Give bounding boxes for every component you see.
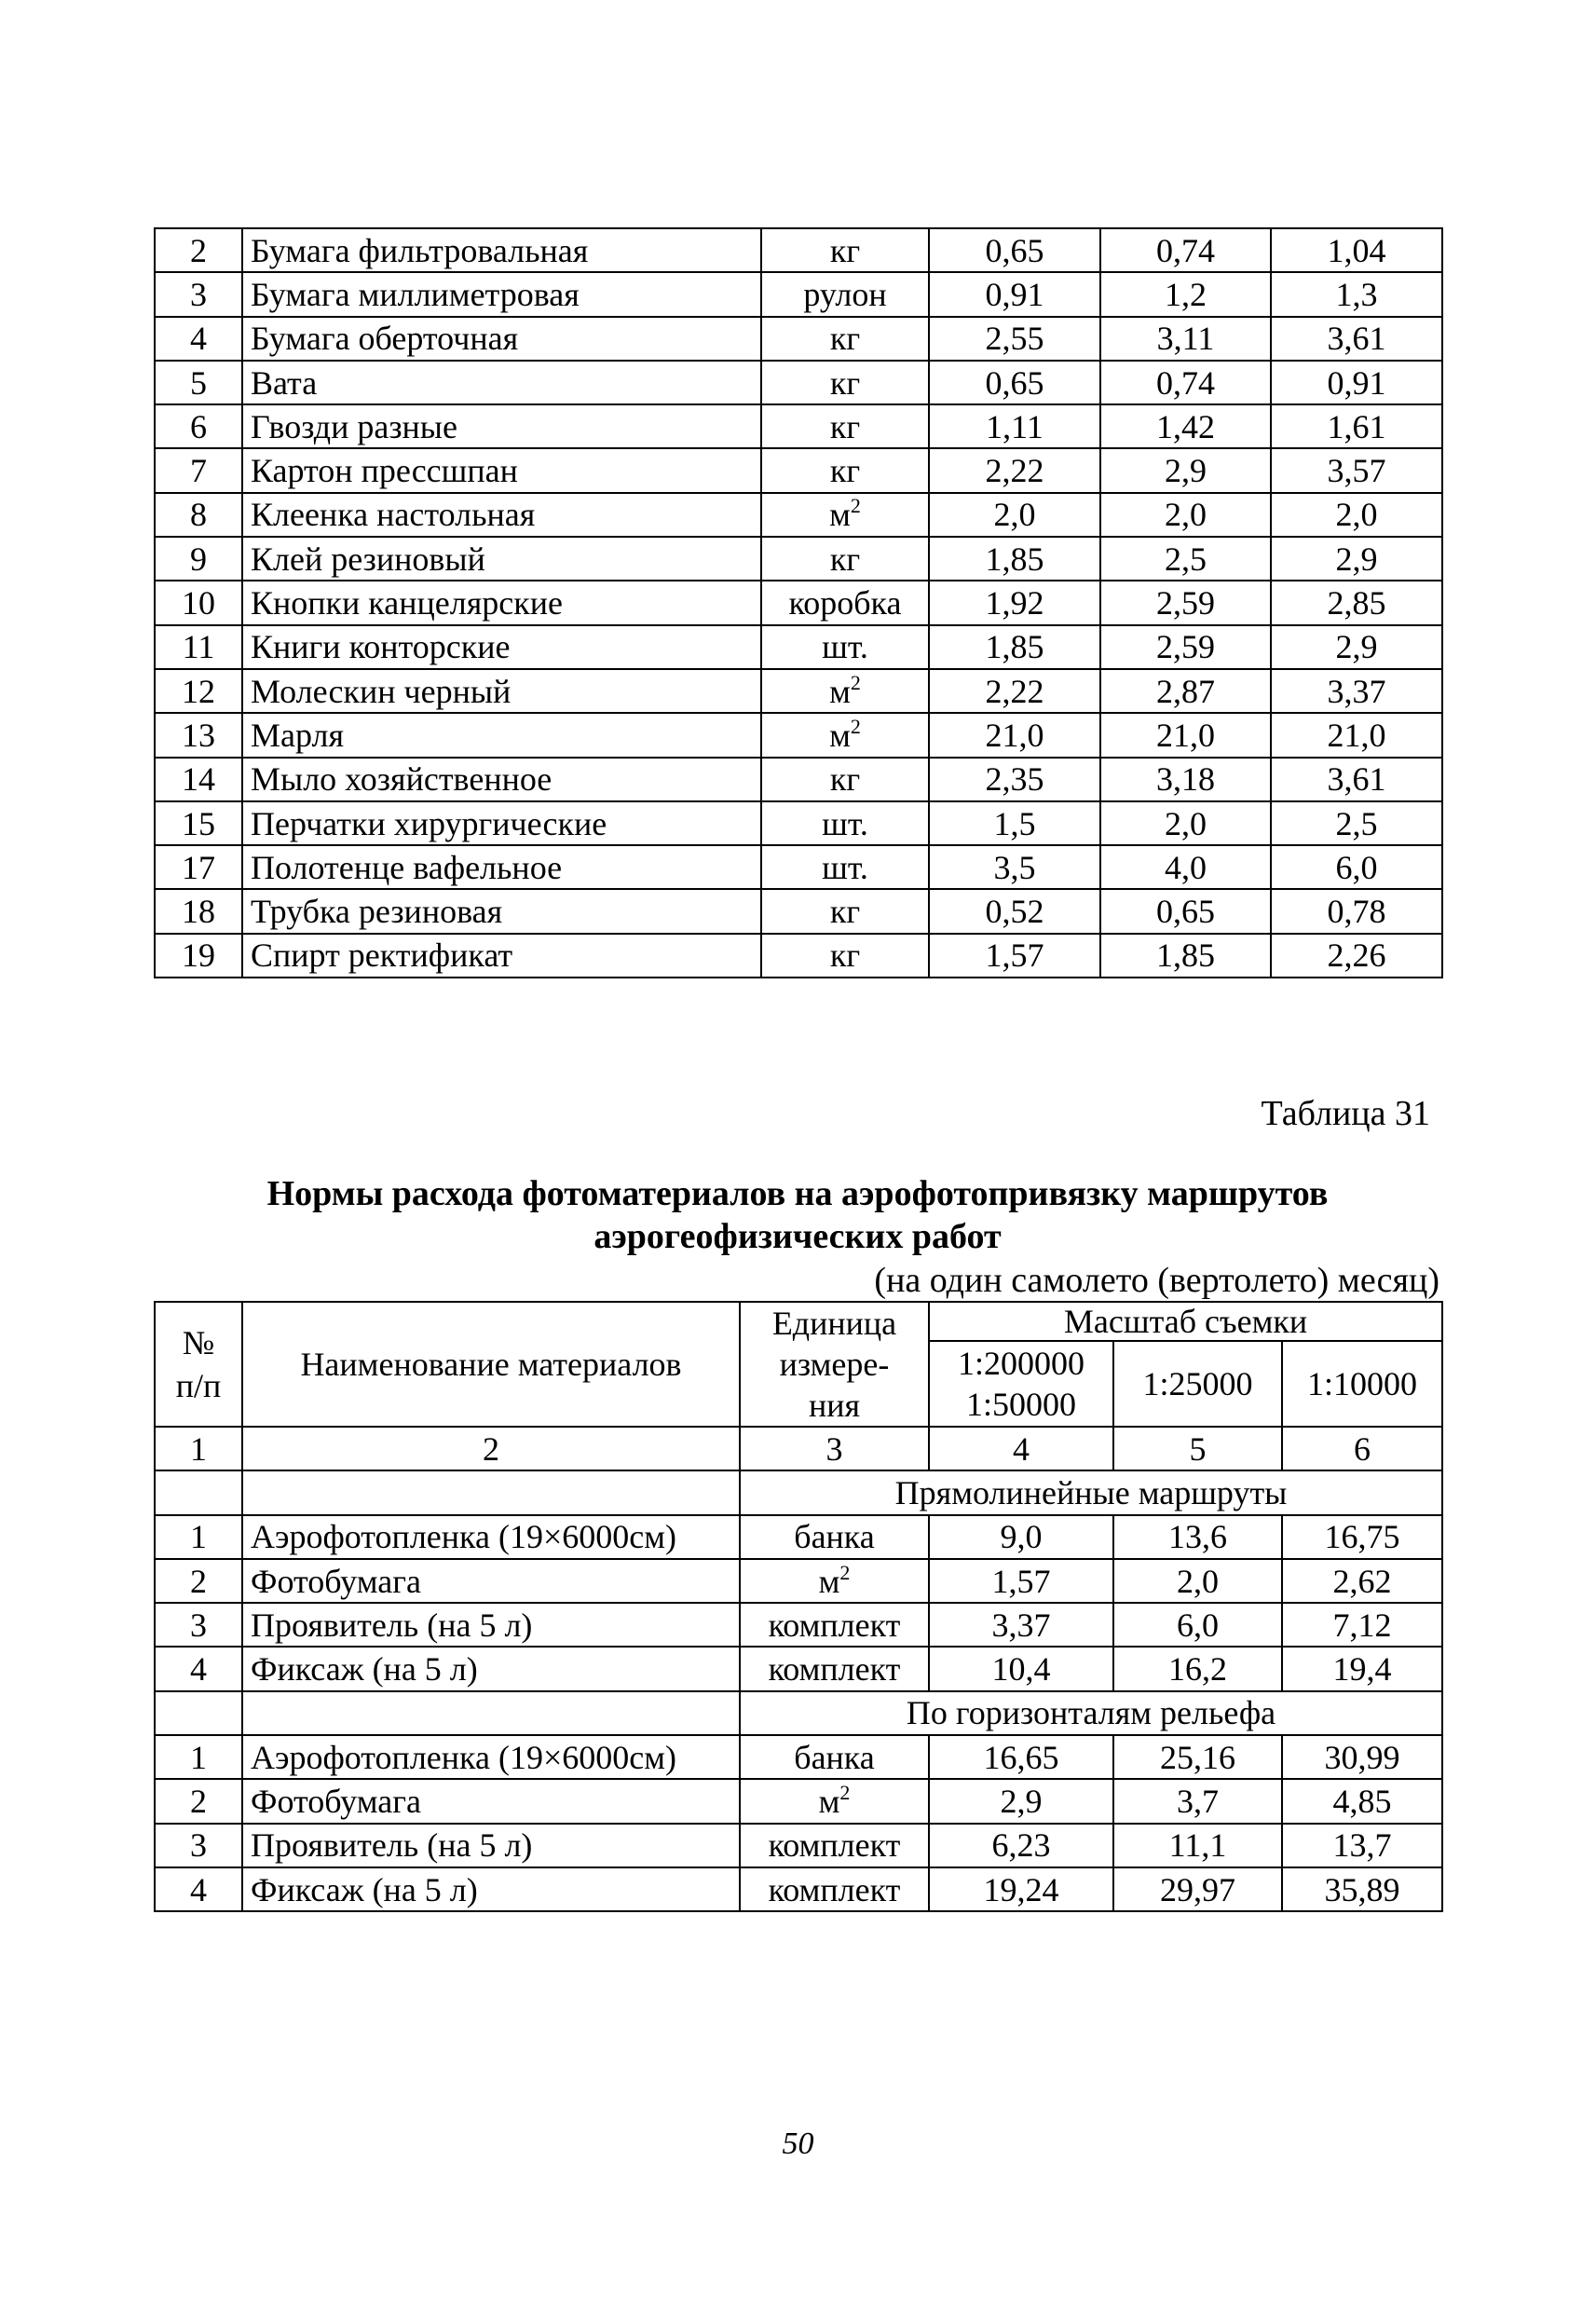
material-name: Фиксаж (на 5 л) (242, 1647, 740, 1690)
table-row (155, 361, 1442, 404)
row-number: 3 (155, 1603, 242, 1647)
material-name: Проявитель (на 5 л) (242, 1603, 740, 1647)
header-unit-line1: Единица (771, 1305, 897, 1342)
value-col5: 4,0 (1100, 845, 1271, 889)
row-number: 6 (155, 404, 242, 448)
unit: кг (761, 404, 929, 448)
column-numbers-row (155, 1427, 1442, 1470)
photomaterials-table (154, 1301, 1443, 1912)
value-col4: 19,24 (929, 1867, 1113, 1911)
material-name: Полотенце вафельное (242, 845, 761, 889)
row-number: 4 (155, 1867, 242, 1911)
material-name: Молескин черный (242, 669, 761, 713)
value-col6: 3,61 (1271, 317, 1442, 361)
header-scale3: 1:10000 (1282, 1341, 1442, 1427)
material-name: Марля (242, 713, 761, 757)
material-name: Книги конторские (242, 625, 761, 669)
value-col5: 16,2 (1113, 1647, 1282, 1690)
value-col6: 2,9 (1271, 625, 1442, 669)
section-title: По горизонталям рельефа (740, 1691, 1442, 1735)
table-row (155, 1559, 1442, 1603)
table-row (155, 669, 1442, 713)
value-col4: 0,91 (929, 272, 1100, 316)
row-number: 9 (155, 537, 242, 581)
material-name: Проявитель (на 5 л) (242, 1824, 740, 1867)
table-row (155, 228, 1442, 272)
material-name: Бумага фильтровальная (242, 228, 761, 272)
table-row (155, 1647, 1442, 1690)
material-name: Фиксаж (на 5 л) (242, 1867, 740, 1911)
column-number: 1 (155, 1427, 242, 1470)
table-row (155, 448, 1442, 492)
unit: рулон (761, 272, 929, 316)
value-col6: 4,85 (1282, 1779, 1442, 1823)
row-number: 11 (155, 625, 242, 669)
material-name: Бумага оберточная (242, 317, 761, 361)
material-name: Картон прессшпан (242, 448, 761, 492)
value-col6: 0,78 (1271, 889, 1442, 933)
value-col5: 21,0 (1100, 713, 1271, 757)
unit: $м^2$ (740, 1559, 929, 1603)
value-col5: 0,65 (1100, 889, 1271, 933)
material-name: Фотобумага (242, 1559, 740, 1603)
value-col4: 0,65 (929, 361, 1100, 404)
unit: кг (761, 361, 929, 404)
row-number: 2 (155, 1559, 242, 1603)
material-name: Клеенка настольная (242, 493, 761, 537)
value-col6: 2,62 (1282, 1559, 1442, 1603)
value-col6: 7,12 (1282, 1603, 1442, 1647)
unit: $м^2$ (740, 1779, 929, 1823)
value-col4: 6,23 (929, 1824, 1113, 1867)
unit: шт. (761, 801, 929, 845)
value-col5: 29,97 (1113, 1867, 1282, 1911)
row-number: 10 (155, 581, 242, 624)
row-number: 18 (155, 889, 242, 933)
header-name: Наименование материалов (242, 1302, 740, 1427)
value-col4: 0,65 (929, 228, 1100, 272)
value-col6: 1,3 (1271, 272, 1442, 316)
section-row-straight (155, 1470, 1442, 1514)
value-col4: 0,52 (929, 889, 1100, 933)
value-col6: 2,9 (1271, 537, 1442, 581)
value-col6: 30,99 (1282, 1735, 1442, 1779)
material-name: Клей резиновый (242, 537, 761, 581)
value-col4: 2,22 (929, 669, 1100, 713)
header-scale: Масштаб съемки (929, 1302, 1442, 1341)
value-col5: 0,74 (1100, 228, 1271, 272)
value-col4: 1,57 (929, 1559, 1113, 1603)
unit: $м^2$ (761, 493, 929, 537)
table-row (155, 758, 1442, 801)
value-col4: 10,4 (929, 1647, 1113, 1690)
material-name: Гвозди разные (242, 404, 761, 448)
value-col4: 3,37 (929, 1603, 1113, 1647)
table-caption: Таблица 31 (1261, 1094, 1430, 1133)
material-name: Вата (242, 361, 761, 404)
column-number: 6 (1282, 1427, 1442, 1470)
material-name: Спирт ректификат (242, 934, 761, 978)
header-num-line1: № (182, 1324, 215, 1361)
row-number: 14 (155, 758, 242, 801)
row-number: 3 (155, 1824, 242, 1867)
header-num (155, 1302, 242, 1427)
value-col4: 1,85 (929, 537, 1100, 581)
table-title-line1: Нормы расхода фотоматериалов на аэрофотопривязку маршрутов (266, 1174, 1329, 1213)
value-col6: 19,4 (1282, 1647, 1442, 1690)
material-name: Аэрофотопленка (19×6000см) (242, 1515, 740, 1559)
value-col5: 1,2 (1100, 272, 1271, 316)
header-scale1 (929, 1341, 1113, 1427)
value-col6: 3,61 (1271, 758, 1442, 801)
section-row-relief (155, 1691, 1442, 1735)
materials-table-continued (154, 227, 1443, 978)
table-row (155, 934, 1442, 978)
value-col6: 2,0 (1271, 493, 1442, 537)
value-col4: 1,57 (929, 934, 1100, 978)
table-row (155, 713, 1442, 757)
value-col4: 3,5 (929, 845, 1100, 889)
value-col4: 9,0 (929, 1515, 1113, 1559)
value-col6: 0,91 (1271, 361, 1442, 404)
value-col5: 2,5 (1100, 537, 1271, 581)
unit: комплект (740, 1824, 929, 1867)
material-name: Трубка резиновая (242, 889, 761, 933)
value-col5: 2,0 (1100, 493, 1271, 537)
material-name: Фотобумага (242, 1779, 740, 1823)
value-col5: 2,0 (1113, 1559, 1282, 1603)
row-number: 17 (155, 845, 242, 889)
value-col4: 1,5 (929, 801, 1100, 845)
unit: комплект (740, 1603, 929, 1647)
value-col5: 11,1 (1113, 1824, 1282, 1867)
value-col6: 2,85 (1271, 581, 1442, 624)
header-scale1-line2: 1:50000 (965, 1386, 1076, 1423)
value-col5: 3,18 (1100, 758, 1271, 801)
unit: шт. (761, 625, 929, 669)
value-col4: 2,22 (929, 448, 1100, 492)
table-row (155, 625, 1442, 669)
table-note: (на один самолето (вертолето) месяц) (874, 1261, 1439, 1300)
header-unit-line3: ния (808, 1387, 861, 1424)
section-empty-num (155, 1691, 242, 1735)
value-col4: 2,55 (929, 317, 1100, 361)
column-number: 3 (740, 1427, 929, 1470)
section-empty-num (155, 1470, 242, 1514)
row-number: 13 (155, 713, 242, 757)
value-col4: 1,11 (929, 404, 1100, 448)
value-col4: 2,9 (929, 1779, 1113, 1823)
value-col6: 1,04 (1271, 228, 1442, 272)
unit: кг (761, 448, 929, 492)
value-col4: 16,65 (929, 1735, 1113, 1779)
material-name: Перчатки хирургические (242, 801, 761, 845)
table-row (155, 404, 1442, 448)
value-col5: 0,74 (1100, 361, 1271, 404)
unit: банка (740, 1515, 929, 1559)
table-row (155, 1867, 1442, 1911)
column-number: 5 (1113, 1427, 1282, 1470)
row-number: 3 (155, 272, 242, 316)
row-number: 8 (155, 493, 242, 537)
page-number: 50 (782, 2126, 814, 2161)
row-number: 4 (155, 1647, 242, 1690)
header-scale1-line1: 1:200000 (957, 1345, 1084, 1382)
row-number: 5 (155, 361, 242, 404)
row-number: 15 (155, 801, 242, 845)
section-title: Прямолинейные маршруты (740, 1470, 1442, 1514)
unit: кг (761, 889, 929, 933)
value-col6: 21,0 (1271, 713, 1442, 757)
table-row (155, 1824, 1442, 1867)
table-row (155, 537, 1442, 581)
row-number: 4 (155, 317, 242, 361)
value-col5: 3,11 (1100, 317, 1271, 361)
table-row (155, 1603, 1442, 1647)
material-name: Аэрофотопленка (19×6000см) (242, 1735, 740, 1779)
row-number: 1 (155, 1735, 242, 1779)
value-col4: 21,0 (929, 713, 1100, 757)
header-unit-line2: измере- (779, 1346, 890, 1383)
value-col6: 3,37 (1271, 669, 1442, 713)
unit: $м^2$ (761, 713, 929, 757)
value-col5: 1,85 (1100, 934, 1271, 978)
value-col4: 1,92 (929, 581, 1100, 624)
unit: кг (761, 934, 929, 978)
table-row (155, 1735, 1442, 1779)
table-row (155, 801, 1442, 845)
value-col5: 13,6 (1113, 1515, 1282, 1559)
row-number: 2 (155, 1779, 242, 1823)
value-col6: 13,7 (1282, 1824, 1442, 1867)
material-name: Бумага миллиметровая (242, 272, 761, 316)
unit: кг (761, 537, 929, 581)
table-row (155, 1779, 1442, 1823)
value-col6: 2,5 (1271, 801, 1442, 845)
value-col5: 6,0 (1113, 1603, 1282, 1647)
value-col5: 2,87 (1100, 669, 1271, 713)
value-col4: 2,0 (929, 493, 1100, 537)
unit: комплект (740, 1647, 929, 1690)
row-number: 19 (155, 934, 242, 978)
row-number: 2 (155, 228, 242, 272)
value-col6: 6,0 (1271, 845, 1442, 889)
header-scale2: 1:25000 (1113, 1341, 1282, 1427)
table-row (155, 317, 1442, 361)
unit: шт. (761, 845, 929, 889)
unit: кг (761, 758, 929, 801)
value-col6: 16,75 (1282, 1515, 1442, 1559)
table-row (155, 845, 1442, 889)
unit: кг (761, 228, 929, 272)
material-name: Мыло хозяйственное (242, 758, 761, 801)
table-title-line2: аэрогеофизических работ (593, 1217, 1002, 1256)
unit: комплект (740, 1867, 929, 1911)
header-row (155, 1302, 1442, 1341)
column-number: 4 (929, 1427, 1113, 1470)
value-col5: 2,59 (1100, 625, 1271, 669)
table-row (155, 581, 1442, 624)
row-number: 1 (155, 1515, 242, 1559)
unit: $м^2$ (761, 669, 929, 713)
value-col5: 3,7 (1113, 1779, 1282, 1823)
table-row (155, 1515, 1442, 1559)
value-col4: 1,85 (929, 625, 1100, 669)
value-col6: 2,26 (1271, 934, 1442, 978)
value-col5: 25,16 (1113, 1735, 1282, 1779)
row-number: 7 (155, 448, 242, 492)
header-unit (740, 1302, 929, 1427)
header-num-line2: п/п (175, 1367, 222, 1404)
table-title (154, 1172, 1441, 1258)
table-row (155, 889, 1442, 933)
value-col5: 2,9 (1100, 448, 1271, 492)
section-empty-name (242, 1691, 740, 1735)
row-number: 12 (155, 669, 242, 713)
section-empty-name (242, 1470, 740, 1514)
value-col6: 1,61 (1271, 404, 1442, 448)
material-name: Кнопки канцелярские (242, 581, 761, 624)
value-col6: 35,89 (1282, 1867, 1442, 1911)
table-row (155, 272, 1442, 316)
value-col6: 3,57 (1271, 448, 1442, 492)
value-col4: 2,35 (929, 758, 1100, 801)
value-col5: 1,42 (1100, 404, 1271, 448)
value-col5: 2,59 (1100, 581, 1271, 624)
unit: банка (740, 1735, 929, 1779)
table-row (155, 493, 1442, 537)
value-col5: 2,0 (1100, 801, 1271, 845)
unit: коробка (761, 581, 929, 624)
unit: кг (761, 317, 929, 361)
column-number: 2 (242, 1427, 740, 1470)
